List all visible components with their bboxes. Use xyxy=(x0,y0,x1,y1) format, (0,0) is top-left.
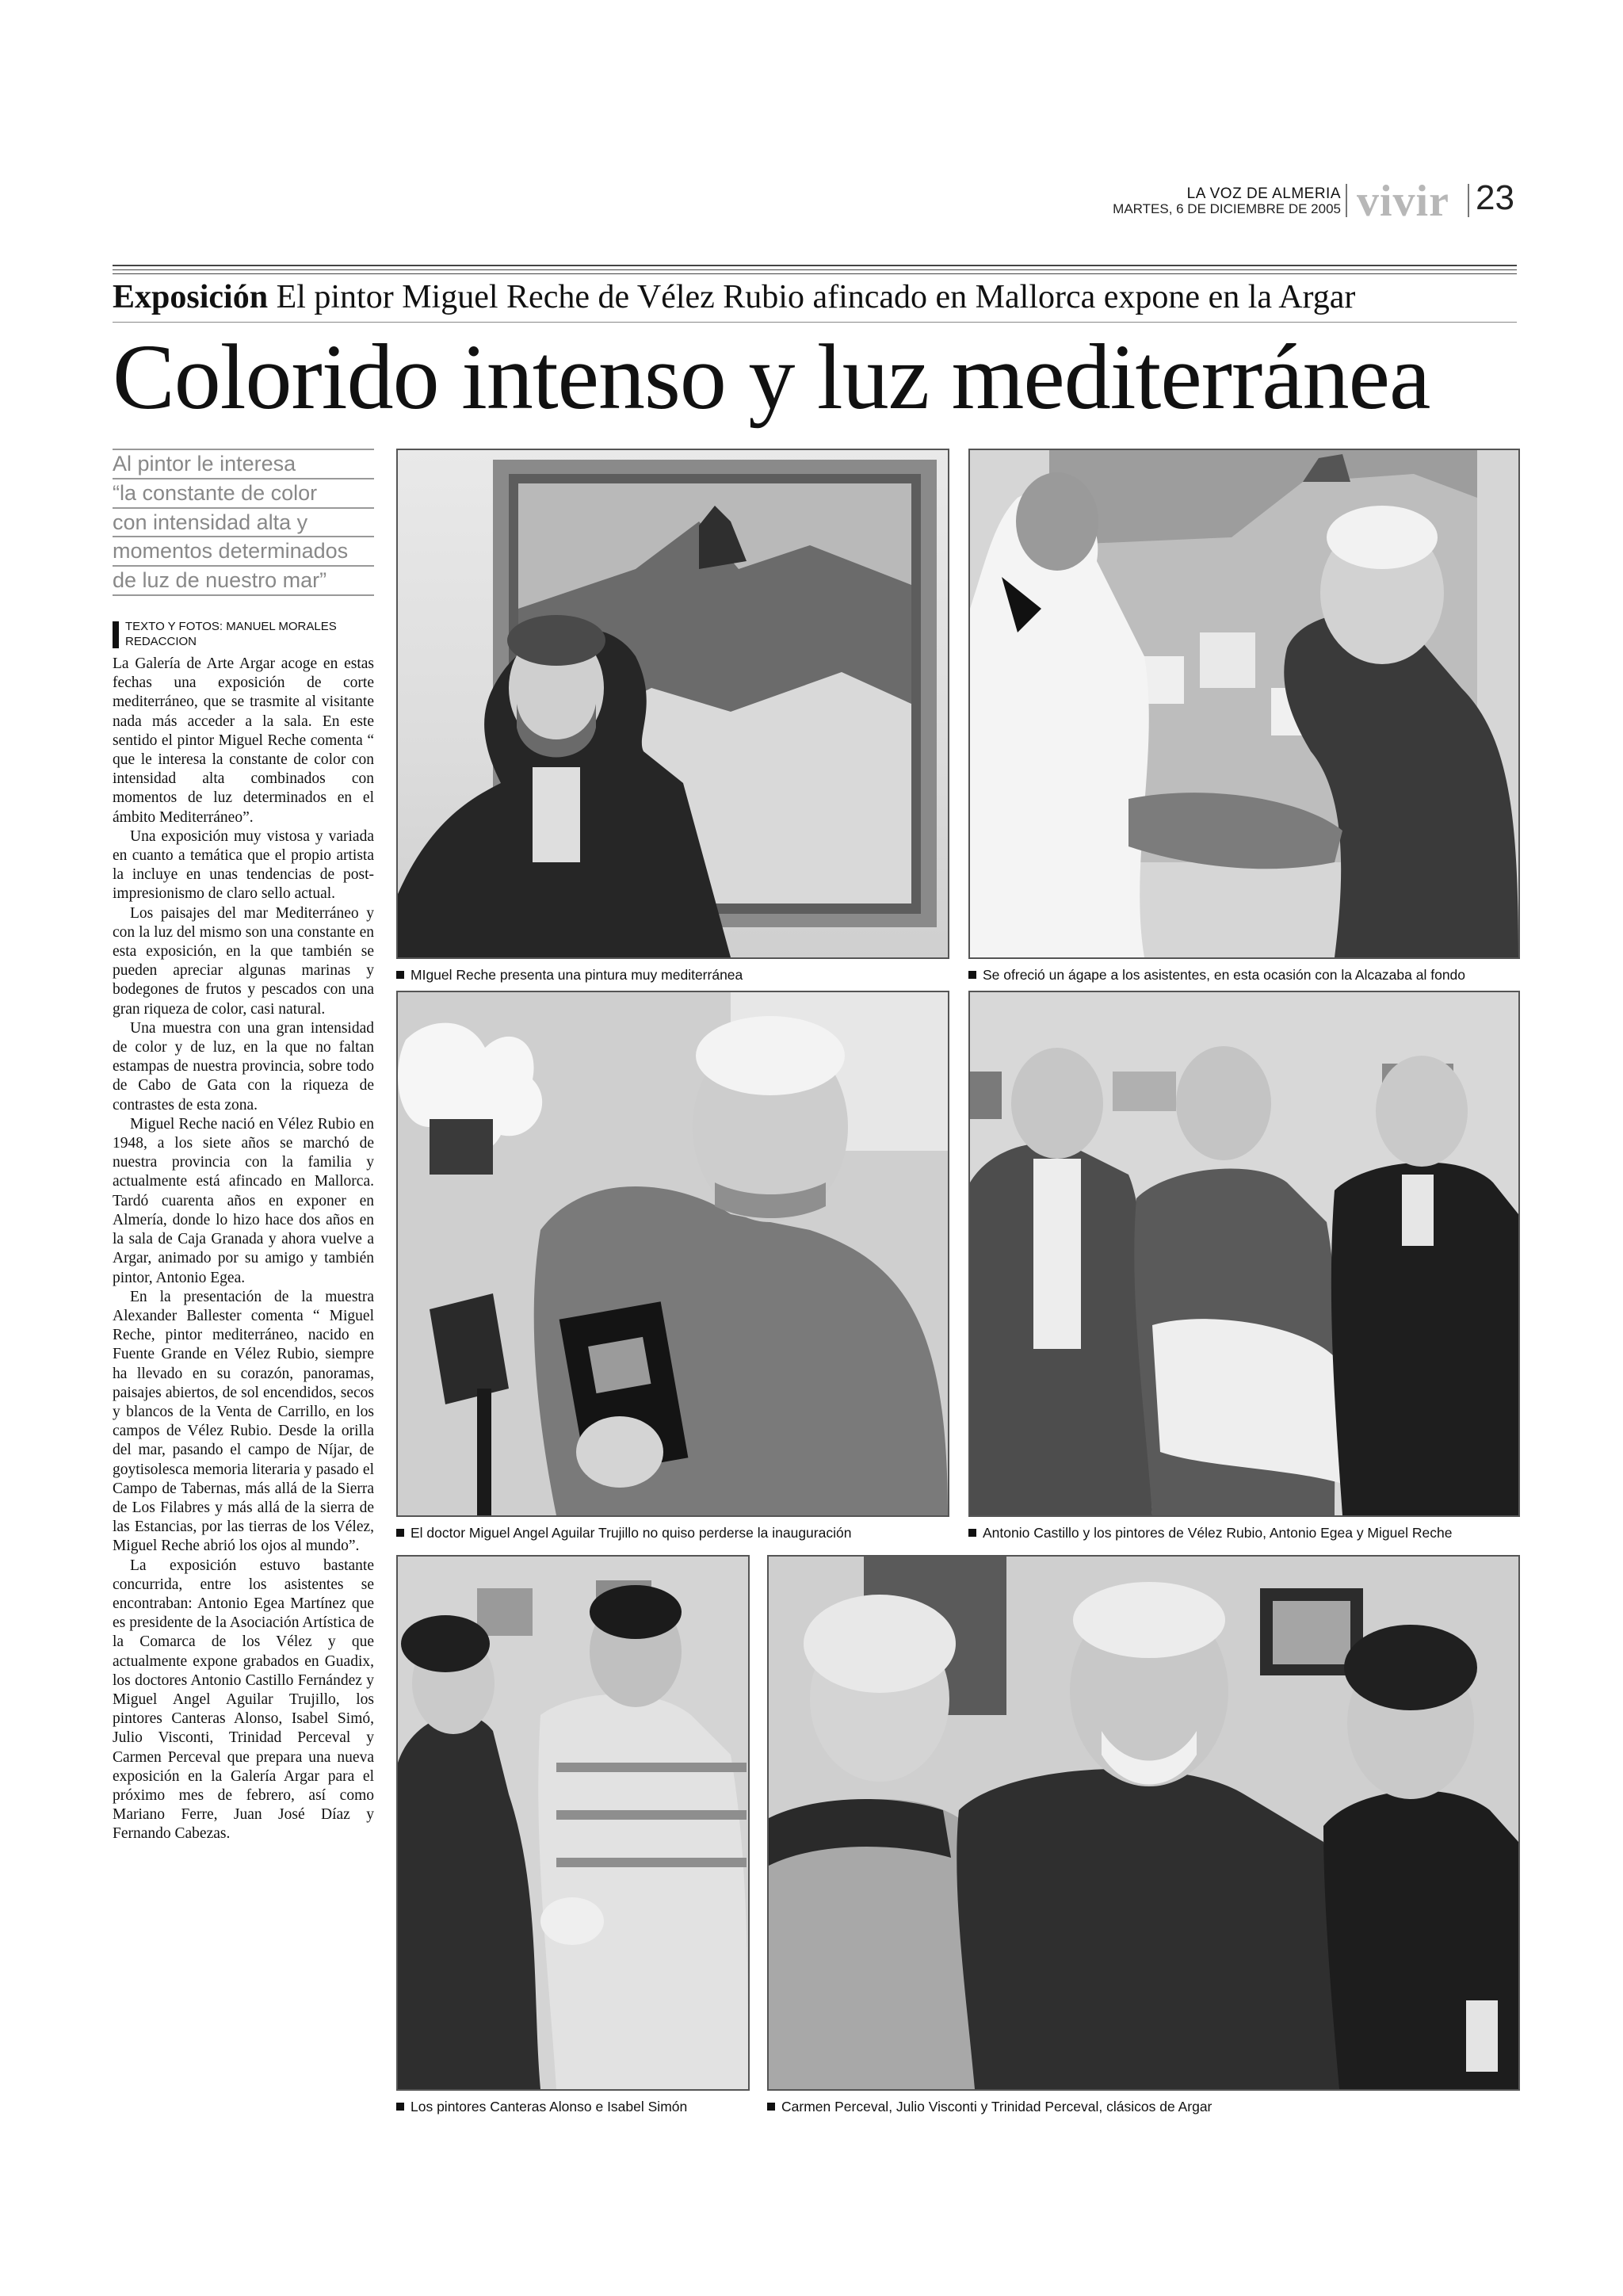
body-paragraph: En la presentación de la muestra Alexander Ballester comenta “ Miguel Reche, pintor mediterráneo, nacido en Fuente Grande en Vélez Rubio, siempre ha llevado en su corazón, panoramas, paisajes abiertos, de sol encendidos, secos y blancos de la Venta de Carrillo, en los campos de Vélez Rubio. Desde la orilla del mar, pasando el campo de Níjar, de goytisolesca memoria literaria y pasado el Campo de Tabernas, más allá de la Sierra de Los Filabres y más allá de la sierra de las Estancias, por las tierras de los Vélez, Miguel Reche abrió los ojos al mundo”. xyxy=(113,1288,374,1555)
caption-bullet xyxy=(396,1529,404,1537)
photo-illustration xyxy=(970,992,1518,1515)
body-paragraph: La Galería de Arte Argar acoge en estas fechas una exposición de corte mediterráneo, que se trasmite al visitante nada más acceder a la sala. En este sentido el pintor Miguel Reche comenta “ que le interesa la constante de color con intensidad alta combinados con momentos de luz determinados en el ámbito Mediterráneo”. xyxy=(113,655,374,826)
caption-3 xyxy=(396,1526,851,1541)
issue-date: MARTES, 6 DE DICIEMBRE DE 2005 xyxy=(1113,201,1341,216)
caption-bullet xyxy=(767,2103,775,2111)
byline-role: REDACCION xyxy=(125,634,197,648)
caption-bullet xyxy=(396,971,404,979)
header-rule-thin xyxy=(113,269,1517,270)
caption-text: MIguel Reche presenta una pintura muy mediterránea xyxy=(411,967,743,983)
kicker xyxy=(113,279,1517,315)
photo-three-men xyxy=(968,991,1520,1517)
kicker-rule xyxy=(113,322,1517,323)
caption-text: Los pintores Canteras Alonso e Isabel Simón xyxy=(411,2099,688,2115)
header-rule xyxy=(113,265,1517,266)
photo-illustration xyxy=(970,450,1518,957)
body-paragraph: Una muestra con una gran intensidad de color y de luz, en la que no faltan estampas de nuestra provincia, sobre todo de Cabo de Gata con la riqueza de contrastes de esta zona. xyxy=(113,1019,374,1114)
photo-doctor-with-book xyxy=(396,991,949,1517)
photo-three-classics xyxy=(767,1555,1520,2091)
photo-illustration xyxy=(769,1557,1518,2089)
byline xyxy=(113,620,374,650)
pullquote xyxy=(113,449,374,596)
photo-two-painters xyxy=(396,1555,750,2091)
caption-text: Se ofreció un ágape a los asistentes, en esta ocasión con la Alcazaba al fondo xyxy=(983,967,1466,983)
photo-illustration xyxy=(398,1557,748,2089)
caption-2 xyxy=(968,968,1465,983)
pullquote-line: “la constante de color xyxy=(113,478,374,507)
caption-4 xyxy=(968,1526,1452,1541)
body-paragraph: Miguel Reche nació en Vélez Rubio en 1948, a los siete años se marchó de nuestra provincia con la familia y actualmente está afincado en Mallorca. Tardó cuarenta años en exponer en Almería, donde lo hizo hace dos años en la sala de Caja Granada y ahora vuelve a Argar, animado por su amigo y también pintor, Antonio Egea. xyxy=(113,1115,374,1286)
masthead-info xyxy=(1113,186,1341,216)
caption-bullet xyxy=(396,2103,404,2111)
header-rule-thin-2 xyxy=(113,273,1517,274)
photo-illustration xyxy=(398,450,948,957)
body-paragraph: Una exposición muy vistosa y variada en cuanto a temática que el propio artista la incluye en unas tendencias de post-impresionismo de claro sello actual. xyxy=(113,827,374,903)
caption-text: Carmen Perceval, Julio Visconti y Trinidad Perceval, clásicos de Argar xyxy=(781,2099,1212,2115)
masthead-divider-2 xyxy=(1468,184,1469,217)
masthead-divider xyxy=(1346,184,1347,217)
caption-bullet xyxy=(968,971,976,979)
kicker-label: Exposición xyxy=(113,279,269,315)
photo-illustration xyxy=(398,992,948,1515)
caption-1 xyxy=(396,968,743,983)
photo-painter-with-painting xyxy=(396,449,949,959)
pullquote-line: de luz de nuestro mar” xyxy=(113,565,374,596)
body-paragraph: La exposición estuvo bastante concurrida, entre los asistentes se encontraban: Antonio Egea Martínez que es presidente de la Asociación Artística de la Comarca de los Vélez y que actualmente expone grabados en Guadix, los doctores Antonio Castillo Fernández y Miguel Angel Aguilar Trujillo, los pintores Canteras Alonso, Isabel Simó, Julio Visconti, Trinidad Perceval y Carmen Perceval que prepara una nueva exposición en la Galería Argar para el próximo mes de febrero, así como Mariano Ferre, Juan José Díaz y Fernando Cabezas. xyxy=(113,1557,374,1843)
pullquote-line: con intensidad alta y xyxy=(113,507,374,537)
photo-agape-alcazaba xyxy=(968,449,1520,959)
byline-bar xyxy=(113,621,119,648)
page-number: 23 xyxy=(1476,178,1514,217)
headline: Colorido intenso y luz mediterránea xyxy=(113,325,1430,429)
body-paragraph: Los paisajes del mar Mediterráneo y con la luz del mismo son una constante en esta exposición, en la que también se pueden apreciar algunas marinas y bodegones de frutos y pescados con una gran riqueza de color, casi natural. xyxy=(113,904,374,1018)
pullquote-line: momentos determinados xyxy=(113,536,374,565)
byline-author: TEXTO Y FOTOS: MANUEL MORALES xyxy=(125,620,337,633)
pullquote-line: Al pintor le interesa xyxy=(113,449,374,478)
caption-6 xyxy=(767,2100,1212,2115)
newspaper-name: LA VOZ DE ALMERIA xyxy=(1186,185,1341,202)
caption-text: El doctor Miguel Angel Aguilar Trujillo no quiso perderse la inauguración xyxy=(411,1525,852,1541)
caption-bullet xyxy=(968,1529,976,1537)
caption-5 xyxy=(396,2100,687,2115)
article-body xyxy=(113,655,374,1844)
kicker-text: El pintor Miguel Reche de Vélez Rubio afincado en Mallorca expone en la Argar xyxy=(276,279,1356,315)
section-name: vivir xyxy=(1357,177,1449,226)
caption-text: Antonio Castillo y los pintores de Vélez Rubio, Antonio Egea y Miguel Reche xyxy=(983,1525,1453,1541)
